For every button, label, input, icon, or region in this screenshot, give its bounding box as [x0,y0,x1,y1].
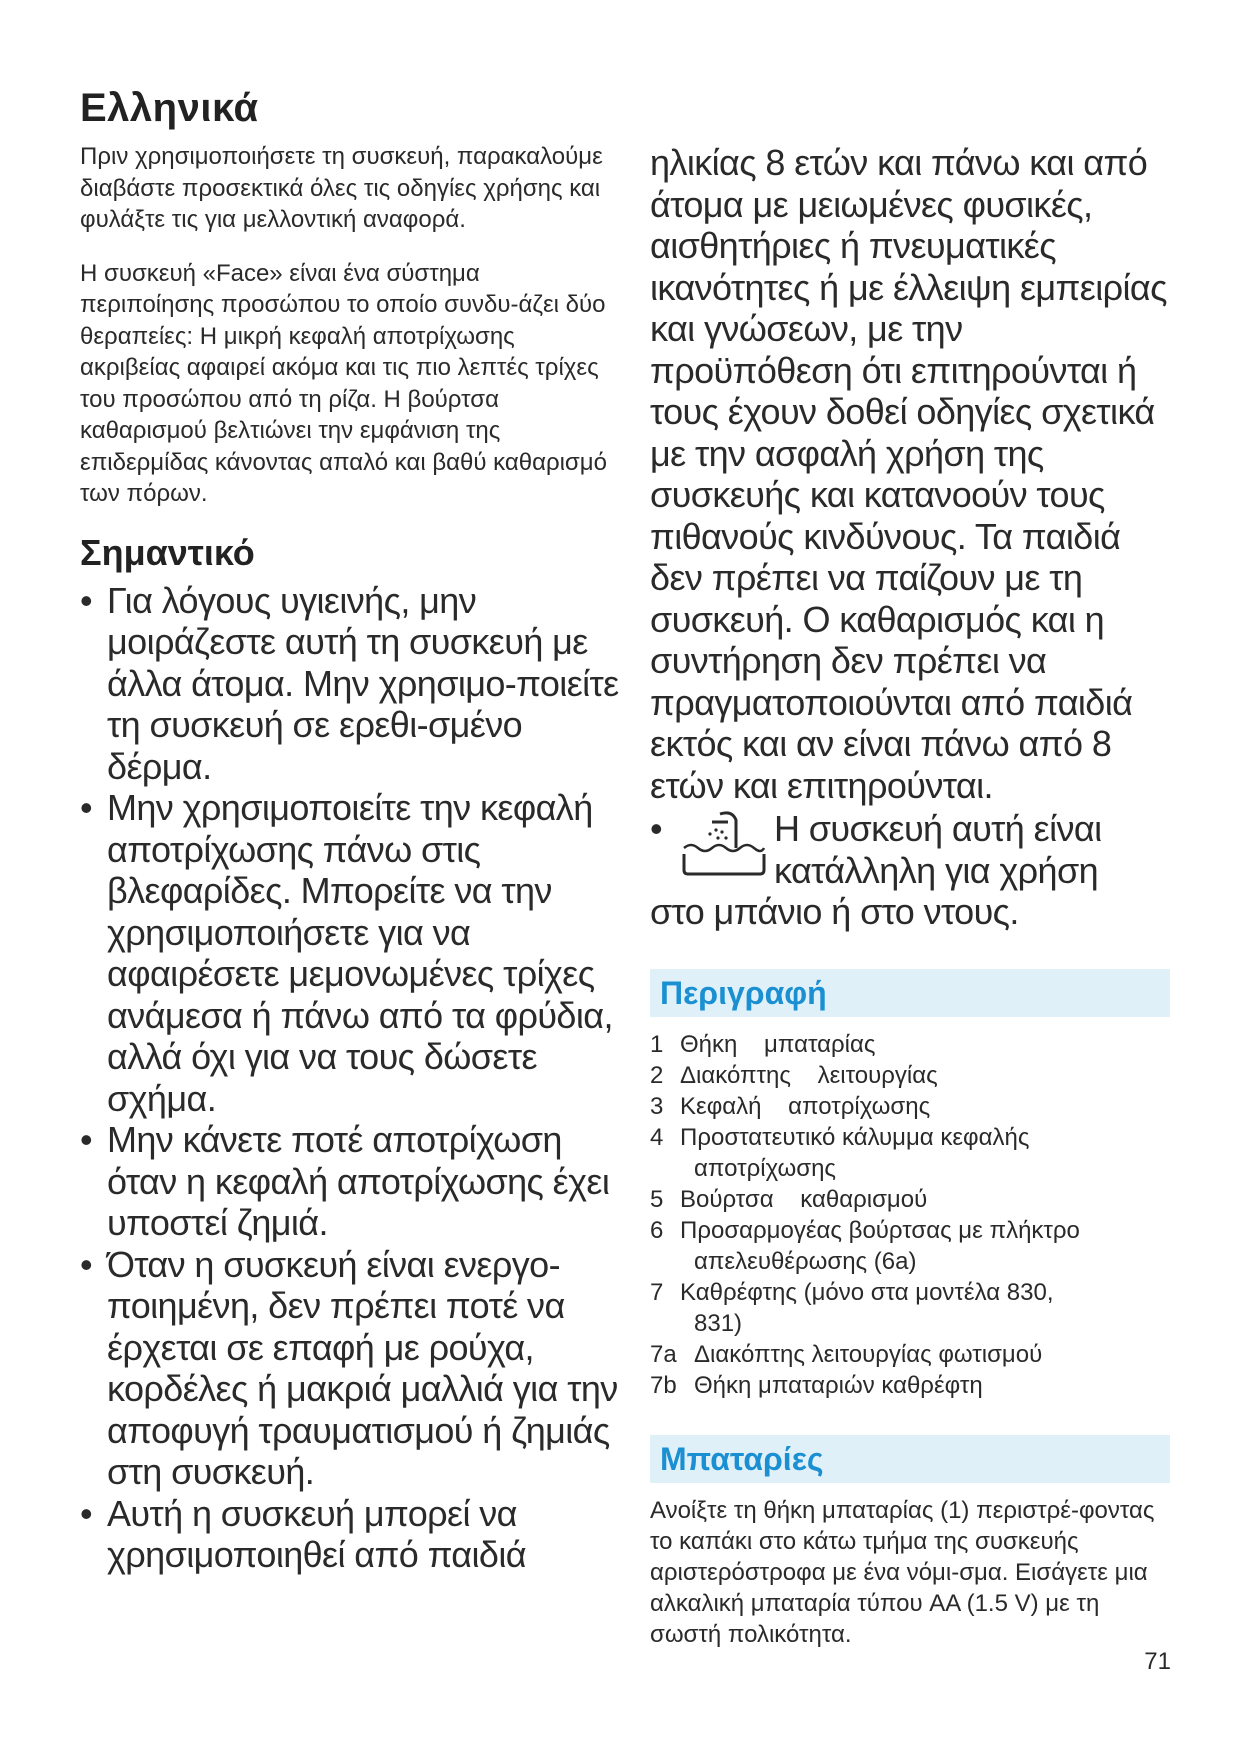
important-item-text: Όταν η συσκευή είναι ενεργο-ποιημένη, δεν πρέπει ποτέ να έρχεται σε επαφή με ρούχα, κορδέλες ή μακριά μαλλιά για την αποφυγή τραυματισμού ή ζημιάς στη συσκευή. [107,1243,618,1492]
part-label-main: Καθρέφτης (μόνο στα μοντέλα 830, [680,1278,1054,1306]
part-number: 4 [650,1123,664,1151]
bath-text [774,808,1102,891]
important-item [80,1119,620,1244]
bath-text-line-1: Η συσκευή αυτή είναι [774,808,1102,849]
part-item [650,1029,1170,1060]
important-item [80,787,620,1119]
part-item [650,1370,1170,1401]
right-column [650,142,1170,1650]
bath-shower-icon [680,808,768,878]
bath-suitability-item [650,808,1170,933]
part-label: Κεφαλή αποτρίχωσης [680,1092,931,1120]
part-item [650,1277,1170,1339]
parts-list [650,1029,1170,1401]
part-label-sub: 831) [694,1309,743,1337]
important-item-text: Για λόγους υγιεινής, μην μοιράζεστε αυτή τη συσκευή με άλλα άτομα. Μην χρησιμο-ποιείτε τη συσκευή σε ερεθι-σμένο δέρμα. [107,579,619,787]
bath-text-line-3: στο μπάνιο ή στο ντους. [650,891,1019,932]
bullet: • [80,1492,93,1534]
part-number: 2 [650,1061,664,1089]
batteries-heading: Μπαταρίες [650,1435,1170,1483]
part-label-main: Προσαρμογέας βούρτσας με πλήκτρο [680,1216,1080,1244]
important-item-text: Αυτή η συσκευή μπορεί να χρησιμοποιηθεί από παιδιά [107,1492,526,1575]
page-number: 71 [1144,1648,1171,1675]
important-list [80,580,620,1576]
important-item [80,1493,620,1576]
part-label: Θήκη μπαταριών καθρέφτη [694,1371,983,1399]
part-label: Θήκη μπαταρίας [680,1030,876,1058]
important-heading: Σημαντικό [80,531,255,573]
part-label-main: Προστατευτικό κάλυμμα κεφαλής [680,1123,1030,1151]
description-heading: Περιγραφή [650,969,1170,1017]
intro-paragraph-2: Η συσκευή «Face» είναι ένα σύστημα περιποίησης προσώπου το οποίο συνδυ-άζει δύο θεραπείες: Η μικρή κεφαλή αποτρίχωσης ακριβείας αφαιρεί ακόμα και τις πιο λεπτές τρίχες του προσώπου από τη ρίζα. Η βούρτσα καθαρισμού βελτιώνει την εμφάνιση της επιδερμίδας κάνοντας απαλό και βαθύ καθαρισμό των πόρων. [80,259,607,507]
bullet: • [80,787,93,828]
part-number: 7 [650,1278,664,1306]
important-continuation: ηλικίας 8 ετών και πάνω και από άτομα με μειωμένες φυσικές, αισθητήριες ή πνευματικές ικανότητες ή με έλλειψη εμπειρίας και γνώσεων, με την προϋπόθεση ότι επιτηρούνται ή τους έχουν δοθεί οδηγίες σχετικά με την ασφαλή χρήση της συσκευής και κατανοούν τους πιθανούς κινδύνους. Τα παιδιά δεν πρέπει να παίζουν με τη συσκευή. Ο καθαρισμός και η συντήρηση δεν πρέπει να πραγματοποιούνται από παιδιά εκτός και αν είναι πάνω από 8 ετών και επιτηρούνται. [650,142,1167,806]
part-number: 7a [650,1340,677,1368]
bullet: • [80,1243,93,1285]
intro-paragraph-1: Πριν χρησιμοποιήσετε τη συσκευή, παρακαλούμε διαβάστε προσεκτικά όλες τις οδηγίες χρήσης και φυλάξτε τις για μελλοντική αναφορά. [80,143,603,233]
part-number: 5 [650,1185,664,1213]
part-item [650,1339,1170,1370]
part-item [650,1091,1170,1122]
part-item [650,1060,1170,1091]
bullet: • [80,579,93,621]
part-label [680,1277,1170,1339]
part-number: 1 [650,1030,664,1058]
part-item [650,1184,1170,1215]
part-number: 6 [650,1216,664,1244]
part-label [680,1215,1170,1277]
important-item [80,1244,620,1493]
part-number: 7b [650,1371,677,1399]
part-label-sub: αποτρίχωσης [694,1154,836,1182]
part-item [650,1122,1170,1184]
important-item [80,580,620,788]
bullet: • [80,1119,93,1160]
part-label-sub: απελευθέρωσης (6a) [694,1247,917,1275]
bath-text-line-2: κατάλληλη για χρήση [774,849,1098,891]
part-item [650,1215,1170,1277]
part-label: Διακόπτης λειτουργίας φωτισμού [694,1340,1043,1368]
part-label [680,1122,1170,1184]
important-item-text: Μην κάνετε ποτέ αποτρίχωση όταν η κεφαλή αποτρίχωσης έχει υποστεί ζημιά. [107,1119,610,1243]
left-column [80,86,620,1576]
part-label: Βούρτσα καθαρισμού [680,1185,928,1213]
language-heading: Ελληνικά [80,86,259,130]
bullet: • [650,808,663,849]
important-item-text: Μην χρησιμοποιείτε την κεφαλή αποτρίχωσης πάνω στις βλεφαρίδες. Μπορείτε να την χρησιμοποιήσετε για να αφαιρέσετε μεμονωμένες τρίχες ανάμεσα ή πάνω από τα φρύδια, αλλά όχι για να τους δώσετε σχήμα. [107,787,613,1119]
part-number: 3 [650,1092,664,1120]
batteries-paragraph: Ανοίξτε τη θήκη μπαταρίας (1) περιστρέ-φοντας το καπάκι στο κάτω τμήμα της συσκευής αριστερόστροφα με ένα νόμι-σμα. Εισάγετε μια αλκαλική μπαταρία τύπου AA (1.5 V) με τη σωστή πολικότητα. [650,1496,1155,1648]
part-label: Διακόπτης λειτουργίας [680,1061,938,1089]
